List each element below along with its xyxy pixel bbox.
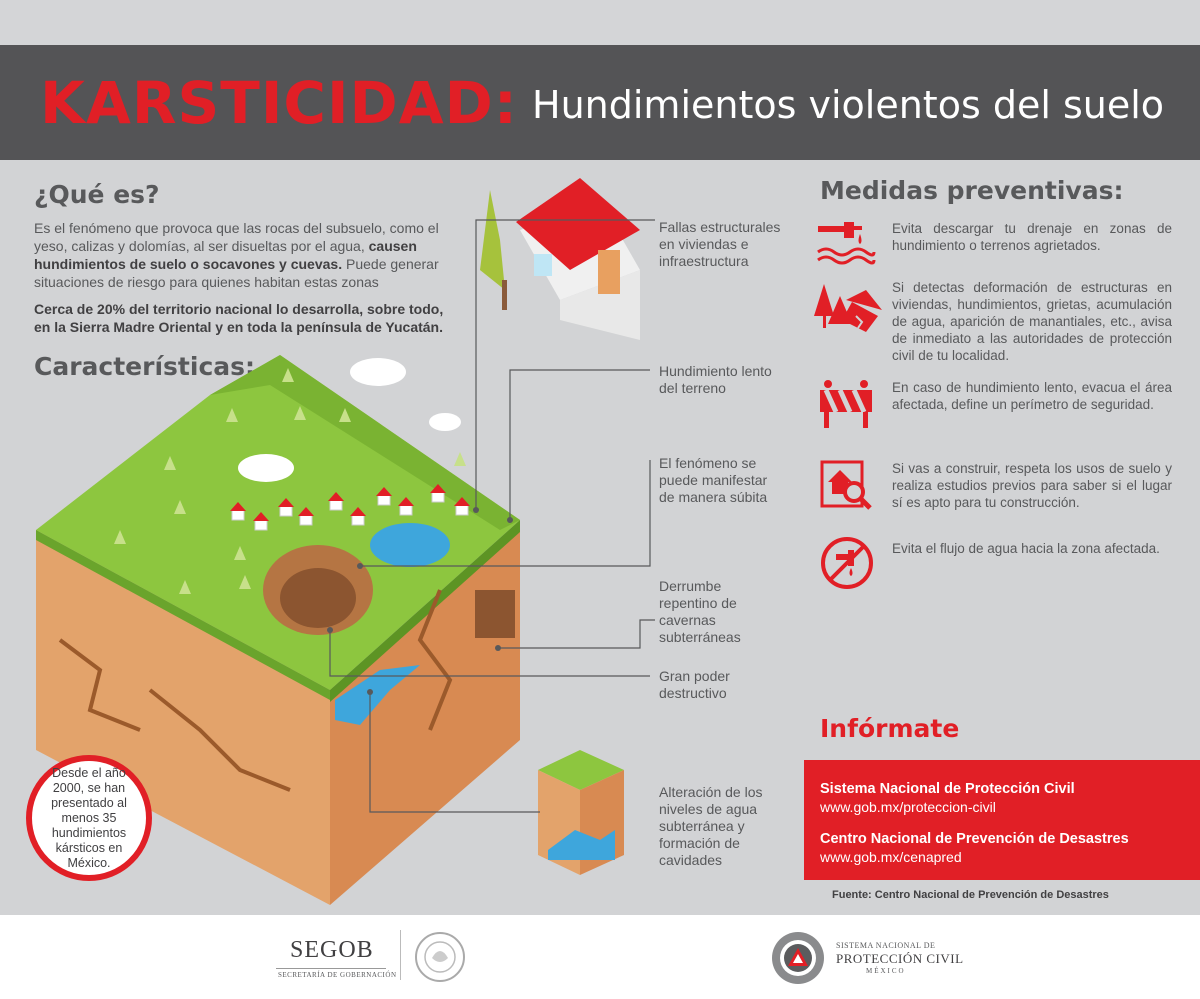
caracteristicas-heading: Características: [34,352,256,381]
mexico-seal-icon [412,930,468,984]
label-poder: Gran poder destructivo [659,668,730,701]
source-note: Fuente: Centro Nacional de Prevención de Desastres [832,889,1109,901]
house-search-icon [816,456,876,512]
proteccion-civil-logo-icon [770,930,826,986]
segob-subtitle: SECRETARÍA DE GOBERNACIÓN [278,971,397,979]
org-2-name: Centro Nacional de Prevención de Desastres [820,831,1129,847]
top-strip [0,0,1200,45]
leader-dot [507,517,513,523]
measure-3-text: En caso de hundimiento lento, evacua el área afectada, define un perímetro de seguridad. [892,380,1172,412]
pc-logo-line-3: MÉXICO [866,967,906,975]
leader-dot [495,645,501,651]
small-soil-block [538,750,624,875]
org-1-url[interactable]: www.gob.mx/proteccion-civil [820,799,996,815]
measure-4-text: Si vas a construir, respeta los usos de suelo y realiza estudios previos para saber si el lugar sí es apto para tu construcción. [892,461,1172,510]
org-1-name: Sistema Nacional de Protección Civil [820,781,1075,797]
label-alteracion: Alteración de los niveles de agua subterránea y formación de cavidades [659,784,763,868]
leader-dot [327,627,333,633]
territorio-paragraph: Cerca de 20% del territorio nacional lo desarrolla, sobre todo, en la Sierra Madre Oriental y en toda la península de Yucatán. [34,301,444,335]
stat-badge [26,755,152,881]
que-es-text-b: Puede generar situaciones de riesgo para quienes habitan estas zonas [34,256,439,290]
que-es-text-bold: causen hundimientos de suelo o socavones y cuevas. [34,238,417,272]
lake [370,523,450,567]
contact-box [804,760,1200,880]
leader-dot [367,689,373,695]
leader-dot [357,563,363,569]
cavern [475,590,515,638]
measure-1-text: Evita descargar tu drenaje en zonas de hundimiento o terrenos agrietados. [892,221,1172,253]
segob-logo-text: SEGOB [290,937,374,963]
label-hundimiento: Hundimiento lento del terreno [659,363,772,396]
label-derrumbe: Derrumbe repentino de cavernas subterráneas [659,578,741,645]
page-subtitle: Hundimientos violentos del suelo [532,83,1165,127]
page-title: KARSTICIDAD: [40,69,518,137]
damaged-house-icon [812,276,882,336]
no-water-icon [818,534,876,592]
footer-divider [400,930,401,980]
measure-5-text: Evita el flujo de agua hacia la zona afectada. [892,541,1160,556]
pc-logo-line-1: SISTEMA NACIONAL DE [836,941,936,950]
medidas-heading: Medidas preventivas: [820,176,1124,205]
drain-water-icon [812,214,882,270]
leader-dot [473,507,479,513]
footer [0,915,1200,999]
leader-line-derrumbe [498,620,655,648]
label-subita: El fenómeno se puede manifestar de manera súbita [659,455,768,505]
informate-heading: Infórmate [820,714,960,743]
cloud [238,454,294,482]
measure-2-text: Si detectas deformación de estructuras en viviendas, hundimientos, grietas, acumulación de agua, aparición de manantiales, etc., avisa de inmediato a las autoridades de protección civil de tu localidad. [892,280,1172,363]
que-es-heading: ¿Qué es? [34,180,160,209]
org-2-url[interactable]: www.gob.mx/cenapred [820,849,962,865]
sinkhole-inner [280,568,356,628]
barrier-icon [816,376,876,432]
pc-logo-line-2: PROTECCIÓN CIVIL [836,951,964,966]
leader-line-hundimiento [510,370,650,520]
cloud [350,358,406,386]
stat-text: Desde el año 2000, se han presentado al menos 35 hundimientos kársticos en México. [51,765,127,870]
que-es-text-a: Es el fenómeno que provoca que las rocas del subsuelo, como el yeso, calizas y dolomías, al ser disueltas por el agua, [34,220,439,254]
label-fallas: Fallas estructurales en viviendas e infraestructura [659,219,781,269]
segob-divider [276,968,386,969]
cloud [429,413,461,431]
big-house [480,178,640,340]
